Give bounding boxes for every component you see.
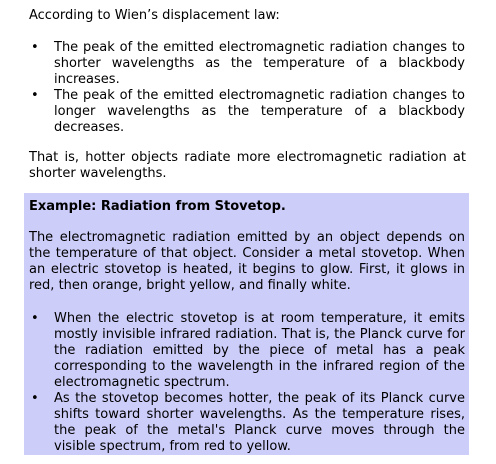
- intro-text: According to Wien’s displacement law:: [29, 8, 280, 23]
- bullet-icon: •: [31, 88, 39, 103]
- list-item: [29, 88, 465, 136]
- bullet-text: The peak of the emitted electromagnetic radiation changes to shorter wavelengths as the temperature of a blackbody increases.: [54, 40, 465, 87]
- bullet-icon: •: [31, 391, 39, 406]
- list-item: [29, 311, 465, 391]
- example-paragraph: The electromagnetic radiation emitted by an object depends on the temperature of that object. Consider a metal stovetop. When an electric stovetop is heated, it begins to glow. First, it glows in red, then orange, bright yellow, and finally white.: [29, 230, 465, 293]
- bullet-text: When the electric stovetop is at room temperature, it emits mostly invisible infrared radiation. That is, the Planck curve for the radiation emitted by the piece of metal has a peak corresponding to the wavelength in the infrared region of the electromagnetic spectrum.: [54, 311, 465, 390]
- wien-law-bullet-list: [29, 40, 465, 136]
- bullet-text: The peak of the emitted electromagnetic radiation changes to longer wavelengths as the temperature of a blackbody decreases.: [54, 88, 465, 135]
- bullet-text: As the stovetop becomes hotter, the peak of its Planck curve shifts toward shorter wavelengths. As the temperature rises, the peak of the metal's Planck curve moves through the visible spectrum, from red to yellow.: [54, 391, 465, 454]
- bullet-icon: •: [31, 311, 39, 326]
- example-bullet-list: [29, 311, 465, 455]
- summary-text: That is, hotter objects radiate more electromagnetic radiation at shorter wavelengths.: [29, 150, 466, 181]
- bullet-icon: •: [31, 40, 39, 55]
- list-item: [29, 391, 465, 455]
- example-title: Example: Radiation from Stovetop.: [29, 199, 286, 214]
- list-item: [29, 40, 465, 88]
